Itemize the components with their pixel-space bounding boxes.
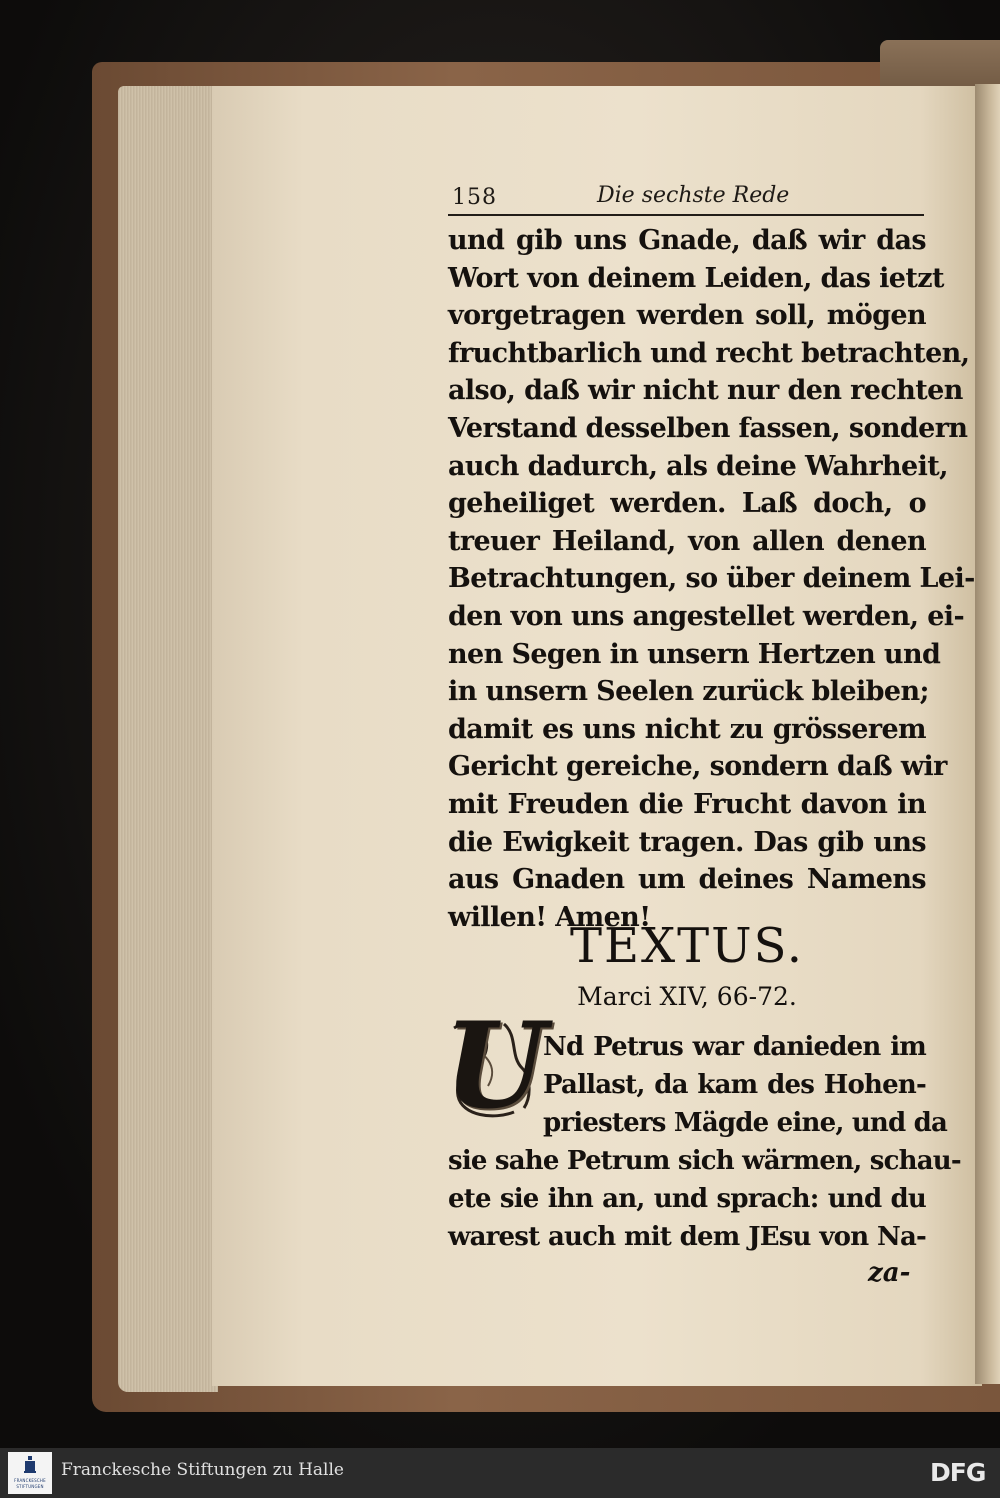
- logo-text-line: STIFTUNGEN: [16, 1484, 44, 1489]
- institution-logo[interactable]: [8, 1452, 52, 1494]
- scripture-line: priesters Mägde eine, und da: [543, 1108, 948, 1138]
- scripture-line: Nd Petrus war danieden im: [543, 1032, 926, 1062]
- text-line: und gib uns Gnade, daß wir das: [448, 225, 926, 256]
- catchword: za-: [868, 1258, 911, 1288]
- text-line: vorgetragen werden soll, mögen: [448, 300, 926, 332]
- scripture-citation: Marci XIV, 66-72.: [577, 982, 797, 1011]
- viewer-footer: [0, 1448, 1000, 1498]
- text-line: Verstand desselben fassen, sondern: [448, 412, 968, 444]
- text-line: Gericht gereiche, sondern daß wir: [448, 751, 947, 783]
- scripture-line: Pallast, da kam des Hohen-: [543, 1070, 926, 1100]
- text-line: Wort von deinem Leiden, das ietzt: [448, 262, 944, 294]
- scripture-line: warest auch mit dem JEsu von Na-: [448, 1222, 926, 1252]
- prayer-text: [448, 222, 975, 936]
- header-rule: [448, 214, 924, 216]
- page-edges: [118, 86, 218, 1392]
- text-line: die Ewigkeit tragen. Das gib uns: [448, 826, 926, 858]
- page-number: 158: [452, 185, 497, 210]
- building-icon: [24, 1456, 36, 1474]
- institution-name: Franckesche Stiftungen zu Halle: [61, 1460, 344, 1480]
- text-line: Betrachtungen, so über deinem Lei-: [448, 563, 975, 595]
- facing-page-edge: [975, 84, 1000, 1384]
- text-line: fruchtbarlich und recht betrachten,: [448, 337, 970, 369]
- text-line: den von uns angestellet werden, ei-: [448, 600, 965, 632]
- running-title: Die sechste Rede: [597, 183, 790, 208]
- text-line: nen Segen in unsern Hertzen und: [448, 638, 941, 670]
- text-line: also, daß wir nicht nur den rechten: [448, 375, 963, 407]
- text-line: treuer Heiland, von allen denen: [448, 525, 926, 557]
- text-line: damit es uns nicht zu grösserem: [448, 713, 926, 745]
- scripture-line: ete sie ihn an, und sprach: und du: [448, 1184, 926, 1214]
- textus-heading: TEXTUS.: [569, 918, 805, 974]
- text-line: geheiliget werden. Laß doch, o: [448, 488, 926, 520]
- text-line: willen! Amen!: [448, 901, 651, 933]
- scripture-line: sie sahe Petrum sich wärmen, schau-: [448, 1146, 961, 1176]
- scripture-text: [448, 1028, 961, 1256]
- text-line: in unsern Seelen zurück bleiben;: [448, 676, 929, 708]
- text-line: auch dadurch, als deine Wahrheit,: [448, 450, 948, 482]
- text-line: mit Freuden die Frucht davon in: [448, 788, 926, 820]
- dfg-logo[interactable]: DFG: [930, 1458, 986, 1487]
- running-head: [452, 183, 922, 215]
- logo-text-line: FRANCKESCHE: [14, 1478, 46, 1483]
- drop-cap: U: [444, 996, 547, 1135]
- text-line: aus Gnaden um deines Namens: [448, 864, 926, 896]
